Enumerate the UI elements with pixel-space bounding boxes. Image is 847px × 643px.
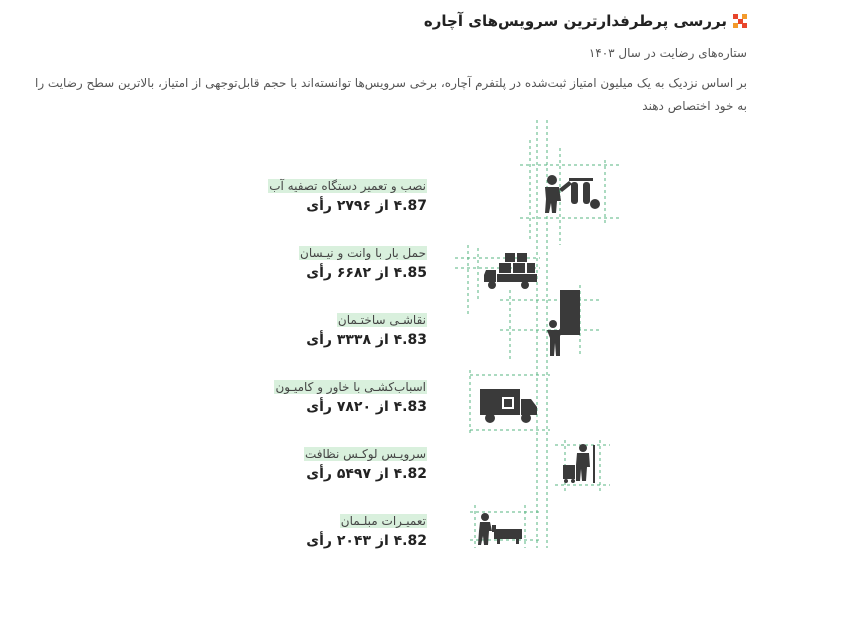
service-item	[127, 178, 427, 216]
service-name: نصب و تعمیر دستگاه تصفیه آب	[269, 179, 426, 193]
service-item	[127, 379, 427, 417]
service-score: ۴.82 از ۵۴۹۷ رأی	[306, 466, 427, 482]
furniture-repair-icon	[472, 512, 527, 547]
cleaner-icon	[560, 440, 605, 485]
service-item	[127, 513, 427, 551]
service-score: ۴.87 از ۲۷۹۶ رأی	[306, 198, 427, 214]
service-name: نقاشـی ساختـمان	[337, 313, 426, 327]
service-name: تعمیـرات مبلـمان	[340, 514, 426, 528]
page-subtitle: ستاره‌های رضایت در سال ۱۴۰۳	[588, 46, 747, 60]
plumber-icon	[535, 172, 605, 217]
service-item	[127, 312, 427, 350]
service-score: ۴.85 از ۶۶۸۲ رأی	[306, 265, 427, 281]
service-item	[127, 446, 427, 484]
service-score: ۴.83 از ۷۸۲۰ رأی	[306, 399, 427, 415]
service-name: حمل بار با وانت و نیـسان	[300, 246, 426, 260]
service-score: ۴.82 از ۲۰۴۳ رأی	[306, 533, 427, 549]
service-name: سرویـس لوکـس نظافت	[305, 447, 426, 461]
painter-icon	[540, 288, 585, 358]
moving-truck-icon	[478, 385, 540, 425]
truck-boxes-icon	[483, 250, 538, 292]
service-item	[127, 245, 427, 283]
service-score: ۴.83 از ۳۳۳۸ رأی	[306, 332, 427, 348]
page-title: بررسی پرطرفدارترین سرویس‌های آچاره	[423, 12, 727, 30]
page-description: بر اساس نزدیک به یک میلیون امتیاز ثبت‌شده در پلتفرم آچاره، برخی سرویس‌ها توانسته‌اند با حجم قابل‌توجهی از امتیاز، بالاترین سطح رضایت را به خود اختصاص دهند	[34, 76, 747, 113]
service-name: اسباب‌کشـی با خاور و کامیـون	[275, 380, 426, 394]
